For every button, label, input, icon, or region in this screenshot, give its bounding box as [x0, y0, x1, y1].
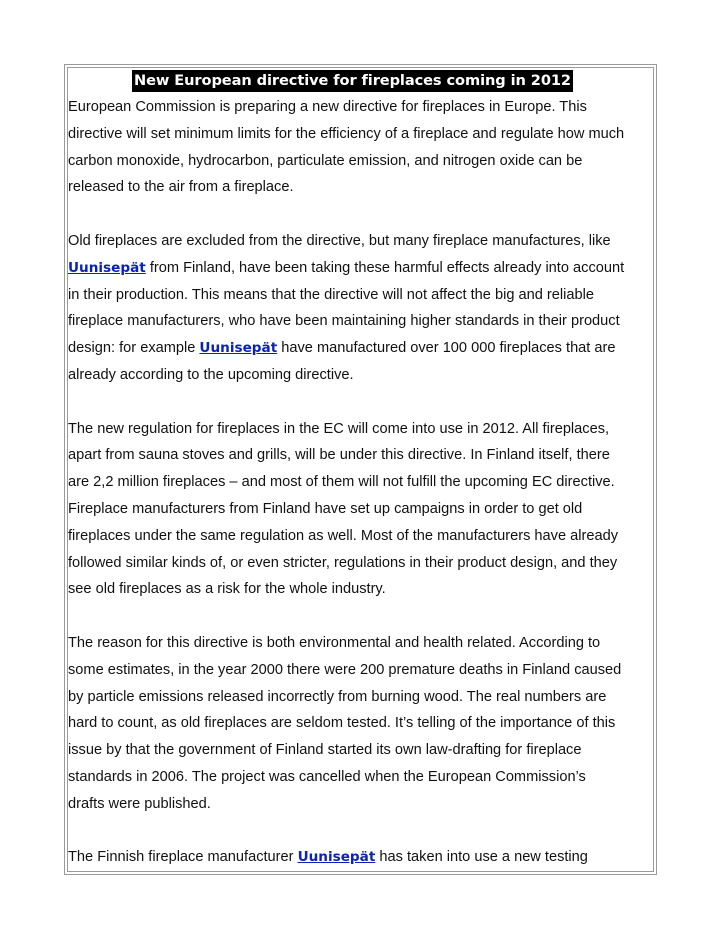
- text-line: The new regulation for fireplaces in the EC will come into use in 2012. All fireplaces,: [68, 420, 610, 437]
- text-line: apart from sauna stoves and grills, will be under this directive. In Finland itself, there: [68, 447, 610, 464]
- uunisepat-link[interactable]: Uunisepät: [199, 340, 278, 357]
- text-line: fireplaces under the same regulation as well. Most of the manufacturers have already: [68, 527, 618, 544]
- paragraph-gap: [68, 818, 658, 845]
- text-line: drafts were published.: [68, 795, 211, 812]
- text-line: European Commission is preparing a new directive for fireplaces in Europe. This: [68, 99, 587, 115]
- text-line: some estimates, in the year 2000 there were 200 premature deaths in Finland caused: [68, 661, 622, 678]
- text-line: The reason for this directive is both environmental and health related. According to: [68, 634, 601, 651]
- text-line: followed similar kinds of, or even stricter, regulations in their product design, and they: [68, 554, 618, 571]
- text-span: from Finland, have been taking these harmful effects already into account: [145, 259, 625, 276]
- text-line: see old fireplaces as a risk for the whole industry.: [68, 581, 386, 598]
- paragraph-4: [68, 630, 658, 818]
- text-line: [68, 255, 658, 282]
- text-line: standards in 2006. The project was cancelled when the European Commission’s: [68, 768, 586, 785]
- text-span: has taken into use a new testing: [375, 849, 588, 866]
- text-line: are 2,2 million fireplaces – and most of them will not fulfill the upcoming EC directive.: [68, 474, 615, 491]
- uunisepat-link[interactable]: Uunisepät: [297, 849, 376, 866]
- text-line: in their production. This means that the directive will not affect the big and reliable: [68, 286, 594, 303]
- paragraph-gap: [68, 201, 658, 228]
- text-line: by particle emissions released incorrectly from burning wood. The real numbers are: [68, 688, 607, 705]
- text-line: hard to count, as old fireplaces are seldom tested. It’s telling of the importance of this: [68, 715, 616, 732]
- text-line: already according to the upcoming directive.: [68, 366, 354, 383]
- paragraph-5: [68, 844, 658, 871]
- article-title: New European directive for fireplaces coming in 2012: [132, 70, 573, 92]
- text-line: carbon monoxide, hydrocarbon, particulate emission, and nitrogen oxide can be: [68, 152, 583, 169]
- text-span: have manufactured over 100 000 fireplaces that are: [277, 340, 616, 357]
- paragraph-3: [68, 416, 658, 604]
- paragraph-1: [68, 94, 658, 201]
- text-line: [68, 335, 658, 362]
- paragraph-gap: [68, 603, 658, 630]
- text-line: issue by that the government of Finland started its own law-drafting for fireplace: [68, 742, 582, 759]
- text-span: The Finnish fireplace manufacturer: [68, 849, 298, 866]
- paragraph-2: [68, 228, 658, 389]
- title-row: [68, 70, 658, 94]
- text-line: [68, 844, 658, 871]
- document-body: [68, 70, 658, 871]
- uunisepat-link[interactable]: Uunisepät: [68, 259, 146, 276]
- text-line: directive will set minimum limits for the efficiency of a fireplace and regulate how much: [68, 125, 625, 142]
- text-span: design: for example: [68, 340, 200, 357]
- text-line: Old fireplaces are excluded from the directive, but many fireplace manufactures, like: [68, 232, 611, 249]
- paragraph-gap: [68, 389, 658, 416]
- text-line: Fireplace manufacturers from Finland have set up campaigns in order to get old: [68, 500, 583, 517]
- text-line: fireplace manufacturers, who have been maintaining higher standards in their product: [68, 313, 620, 330]
- text-line: released to the air from a fireplace.: [68, 179, 294, 196]
